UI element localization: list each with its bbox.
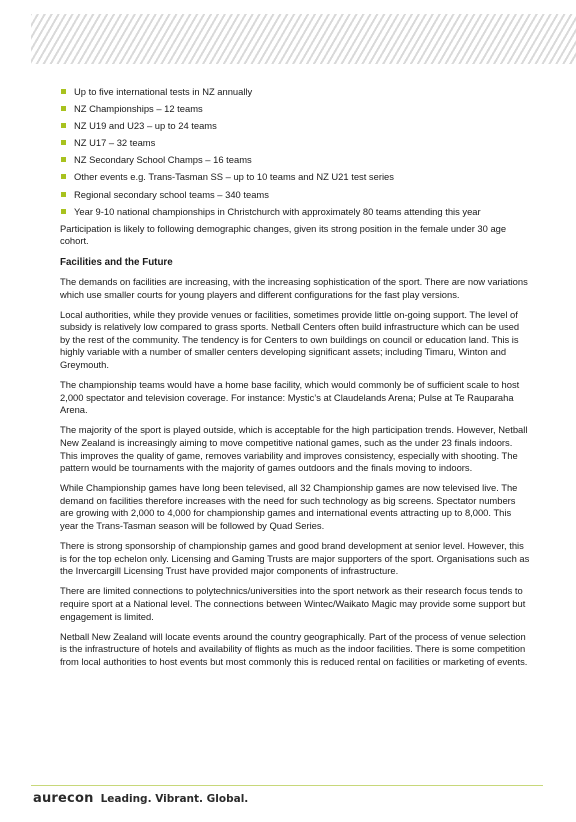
footer-rule <box>31 785 543 786</box>
list-item: NZ U17 – 32 teams <box>60 137 530 148</box>
section-heading: Facilities and the Future <box>60 256 173 268</box>
list-item: Other events e.g. Trans-Tasman SS – up to 10 teams and NZ U21 test series <box>60 171 530 182</box>
bullet-square-icon <box>61 89 66 94</box>
list-item: NZ Championships – 12 teams <box>60 103 530 114</box>
list-item: Year 9-10 national championships in Christchurch with approximately 80 teams attending this year <box>60 206 530 217</box>
body-paragraph: The championship teams would have a home base facility, which would commonly be of sufficient scale to host 2,000 spectator and television coverage. For instance: Mystic’s at Claudelands Arena; Pulse at Te Rauparaha Arena. <box>60 379 520 416</box>
bullet-square-icon <box>61 140 66 145</box>
list-item: NZ Secondary School Champs – 16 teams <box>60 154 530 165</box>
bullet-square-icon <box>61 174 66 179</box>
body-paragraph: The majority of the sport is played outside, which is acceptable for the high participation trends. However, Netball New Zealand is increasingly aiming to move competitive national games, such as the under 23 finals indoors. This improves the quality of game, removes variability and improves consistency, especially with shooting. The pattern would be tournaments with the majority of games outdoors and the finals moving to indoors. <box>60 424 528 474</box>
intro-paragraph: Participation is likely to following demographic changes, given its strong position in the female under 30 age cohort. <box>60 222 507 247</box>
body-paragraph: The demands on facilities are increasing, with the increasing sophistication of the sport. There are now variations which use smaller courts for young players and different configurations for the fast play versions. <box>60 275 528 300</box>
footer <box>33 791 248 811</box>
footer-tagline: Leading. Vibrant. Global. <box>100 793 249 805</box>
event-bullet-list <box>60 86 530 217</box>
bullet-square-icon <box>61 157 66 162</box>
bullet-square-icon <box>61 209 66 214</box>
body-paragraph: While Championship games have long been televised, all 32 Championship games are now televised live. The demand on facilities therefore increases with the need for such technology as big screens. Spectator numbers are growing with 2,000 to 4,000 for championship games and international events attracting up to 8,000. This year the Trans-Tasman season will be followed by Quad Series. <box>60 482 518 532</box>
body-paragraph: Local authorities, while they provide venues or facilities, sometimes provide little on-going support. The level of subsidy is relatively low compared to grass sports. Netball Centers often build infrastructure which can be used by the rest of the community. The tendency is for Centers to own buildings on council or education land. This is highly variable with a number of smaller centers developing significant assets; including Timaru, Winton and Greymouth. <box>60 308 520 370</box>
document-body <box>60 86 530 676</box>
bullet-square-icon <box>61 192 66 197</box>
body-paragraph: Netball New Zealand will locate events around the country geographically. Part of the process of venue selection is the infrastructure of hotels and availability of flights as much as the indoor facilities. There is some competition from local authorities to host events but most commonly this is reduced rental on facilities or marketing of events. <box>60 630 528 667</box>
header-hatch-band <box>31 14 576 64</box>
body-paragraph: There are limited connections to polytechnics/universities into the sport network as their research focus tends to require sport at a National level. The connections between Wintec/Waikato Magic may provide some support but engagement is limited. <box>60 585 526 622</box>
list-item: NZ U19 and U23 – up to 24 teams <box>60 120 530 131</box>
bullet-square-icon <box>61 123 66 128</box>
bullet-square-icon <box>61 106 66 111</box>
list-item: Regional secondary school teams – 340 teams <box>60 189 530 200</box>
aurecon-logo: aurecon <box>33 791 94 806</box>
body-paragraph: There is strong sponsorship of championship games and good brand development at senior level. However, this is for the top echelon only. Licensing and Gaming Trusts are major supporters of the sport. Organisations such as the Invercargill Licensing Trust have provided major components of infrastructure. <box>60 540 530 577</box>
list-item: Up to five international tests in NZ annually <box>60 86 530 97</box>
